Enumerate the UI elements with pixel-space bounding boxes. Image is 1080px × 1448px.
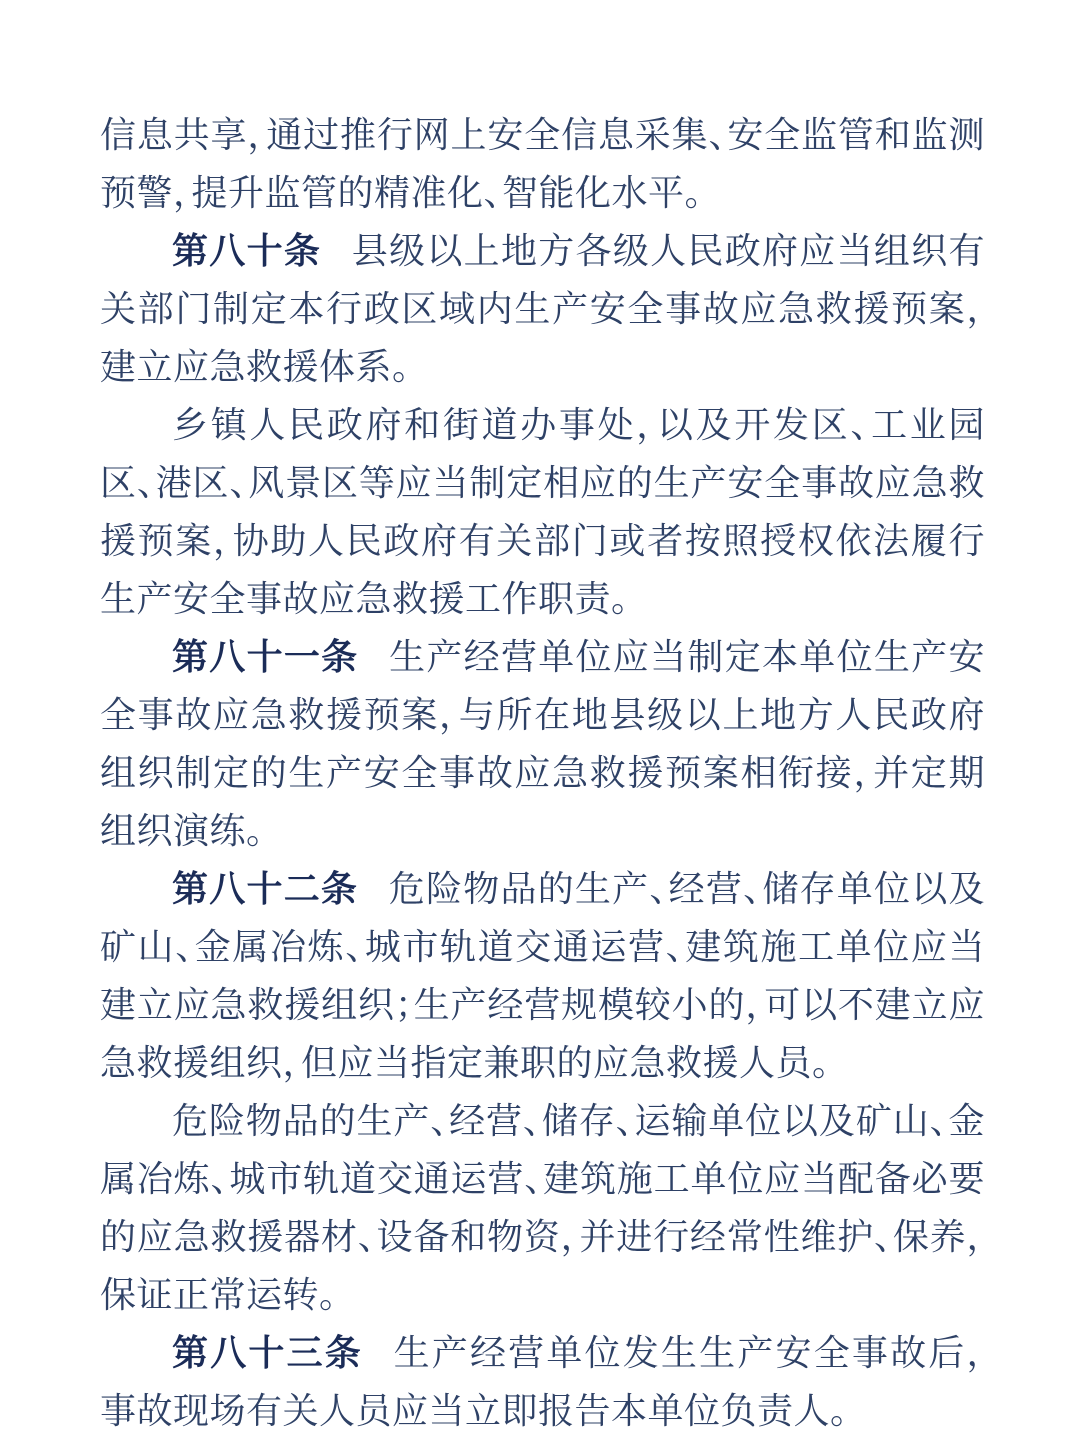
paragraph-article-80 bbox=[100, 222, 985, 396]
article-number: 第八十条 bbox=[172, 231, 322, 271]
paragraph-article-82-clause-2 bbox=[100, 1092, 985, 1324]
paragraph-continuation bbox=[100, 106, 985, 222]
document-body bbox=[100, 106, 985, 1440]
paragraph-text: 乡镇人民政府和街道办事处，以及开发区、工业园区、港区、风景区等应当制定相应的生产安全事故应急救援预案，协助人民政府有关部门或者按照授权依法履行生产安全事故应急救援工作职责。 bbox=[100, 405, 985, 619]
article-number: 第八十二条 bbox=[172, 869, 359, 909]
paragraph-article-81 bbox=[100, 628, 985, 860]
paragraph-text: 危险物品的生产、经营、储存单位以及矿山、金属冶炼、城市轨道交通运营、建筑施工单位应当建立应急救援组织；生产经营规模较小的，可以不建立应急救援组织，但应当指定兼职的应急救援人员。 bbox=[100, 869, 985, 1083]
paragraph-text: 危险物品的生产、经营、储存、运输单位以及矿山、金属冶炼、城市轨道交通运营、建筑施工单位应当配备必要的应急救援器材、设备和物资，并进行经常性维护、保养，保证正常运转。 bbox=[100, 1101, 985, 1315]
article-number: 第八十三条 bbox=[172, 1333, 363, 1373]
paragraph-text: 信息共享，通过推行网上安全信息采集、安全监管和监测预警，提升监管的精准化、智能化水平。 bbox=[100, 115, 985, 213]
paragraph-text: 县级以上地方各级人民政府应当组织有关部门制定本行政区域内生产安全事故应急救援预案，建立应急救援体系。 bbox=[100, 231, 985, 387]
paragraph-article-80-clause-2 bbox=[100, 396, 985, 628]
paragraph-article-83 bbox=[100, 1324, 985, 1440]
article-number: 第八十一条 bbox=[172, 637, 359, 677]
paragraph-article-82 bbox=[100, 860, 985, 1092]
paragraph-text: 生产经营单位应当制定本单位生产安全事故应急救援预案，与所在地县级以上地方人民政府组织制定的生产安全事故应急救援预案相衔接，并定期组织演练。 bbox=[100, 637, 985, 851]
paragraph-text: 生产经营单位发生生产安全事故后，事故现场有关人员应当立即报告本单位负责人。 bbox=[100, 1333, 985, 1431]
